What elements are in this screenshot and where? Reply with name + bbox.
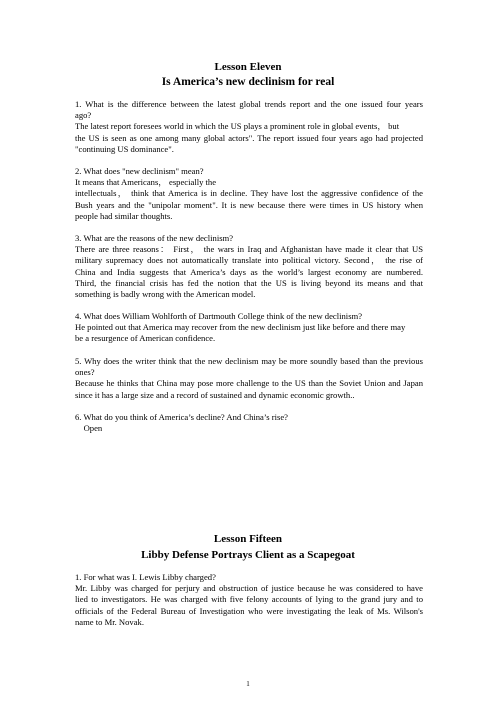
lesson15-q1 (75, 572, 423, 628)
q2-question-line: 2. What does "new declinism" mean? (75, 166, 204, 176)
q3-answer-line: something is badly wrong with the American model. (75, 289, 256, 300)
q2-answer-line: It means that Americans， especially the (75, 177, 217, 188)
l15-q1-answer-line: name to Mr. Novak. (75, 616, 144, 627)
lesson11-q6 (75, 412, 423, 434)
q5-question-line: ones? (75, 367, 95, 378)
q2-answer-line: people had similar thoughts. (75, 210, 173, 221)
lesson11-q3 (75, 233, 423, 300)
lesson11-q1 (75, 99, 423, 155)
q4-question-line: 4. What does William Wohlforth of Dartmouth College think of the new declinism? (75, 311, 363, 321)
page-number: 1 (246, 680, 250, 688)
lesson-eleven-title: Lesson Eleven (214, 61, 282, 73)
q1-question-line: 1. What is the difference between the latest global trends report and the one issued four years (75, 99, 423, 109)
q2-answer-line: Bush years and the "unipolar moment". It is new because there were times in US history when (75, 199, 423, 210)
q3-answer-line: There are three reasons： First， the wars in Iraq and Afghanistan have made it clear that US (75, 244, 423, 255)
q3-question-line: 3. What are the reasons of the new declinism? (75, 233, 234, 243)
lesson11-q4 (75, 311, 423, 345)
lesson-eleven-subtitle: Is America’s new declinism for real (161, 76, 335, 88)
q3-answer-line: Third, the financial crisis has fed the notion that the US is living beyond its means and that (75, 277, 423, 288)
q6-answer-line: Open (75, 423, 103, 434)
l15-q1-answer-line: Mr. Libby was charged for perjury and obstruction of justice because he was considered to have (75, 583, 423, 594)
q3-answer-line: military supremacy does not automatically translate into political victory. Second， the rise of (75, 255, 423, 266)
q5-answer-line: since it has a large size and a record of sustained and dynamic economic growth.. (75, 389, 355, 400)
l15-q1-question-line: 1. For what was I. Lewis Libby charged? (75, 572, 216, 582)
lesson11-q5 (75, 356, 423, 401)
q5-answer-line: Because he thinks that China may pose more challenge to the US than the Soviet Union and Japan (75, 378, 423, 389)
lesson-fifteen-title: Lesson Fifteen (213, 533, 283, 545)
q6-question-line: 6. What do you think of America’s decline? And China’s rise? (75, 412, 288, 422)
q4-answer-line: be a resurgence of American confidence. (75, 333, 216, 344)
q1-answer-line: The latest report foresees world in which the US plays a prominent role in global events， but (75, 121, 400, 132)
lesson11-q2 (75, 166, 423, 222)
lesson-fifteen-subtitle: Libby Defense Portrays Client as a Scapegoat (141, 549, 355, 561)
q3-answer-line: China and India suggests that America’s days as the world’s largest economy are numbered. (75, 266, 423, 277)
l15-q1-answer-line: lied to investigators. He was charged with five felony accounts of lying to the grand jury and to (75, 594, 423, 605)
q5-question-line: 5. Why does the writer think that the new declinism may be more soundly based than the previous (75, 356, 423, 366)
q4-answer-line: He pointed out that America may recover from the new declinism just like before and there may (75, 322, 406, 333)
q1-answer-line: the US is seen as one among many global actors". The report issued four years ago had projected (75, 132, 423, 143)
q1-answer-line: "continuing US dominance". (75, 143, 174, 154)
q2-answer-line: intellectuals， think that America is in decline. They have lost the aggressive confidence of the (75, 188, 423, 199)
l15-q1-answer-line: officials of the Federal Bureau of Investigation who were investigating the leak of Ms. Wilson's (75, 605, 423, 616)
q1-question-line: ago? (75, 110, 92, 121)
